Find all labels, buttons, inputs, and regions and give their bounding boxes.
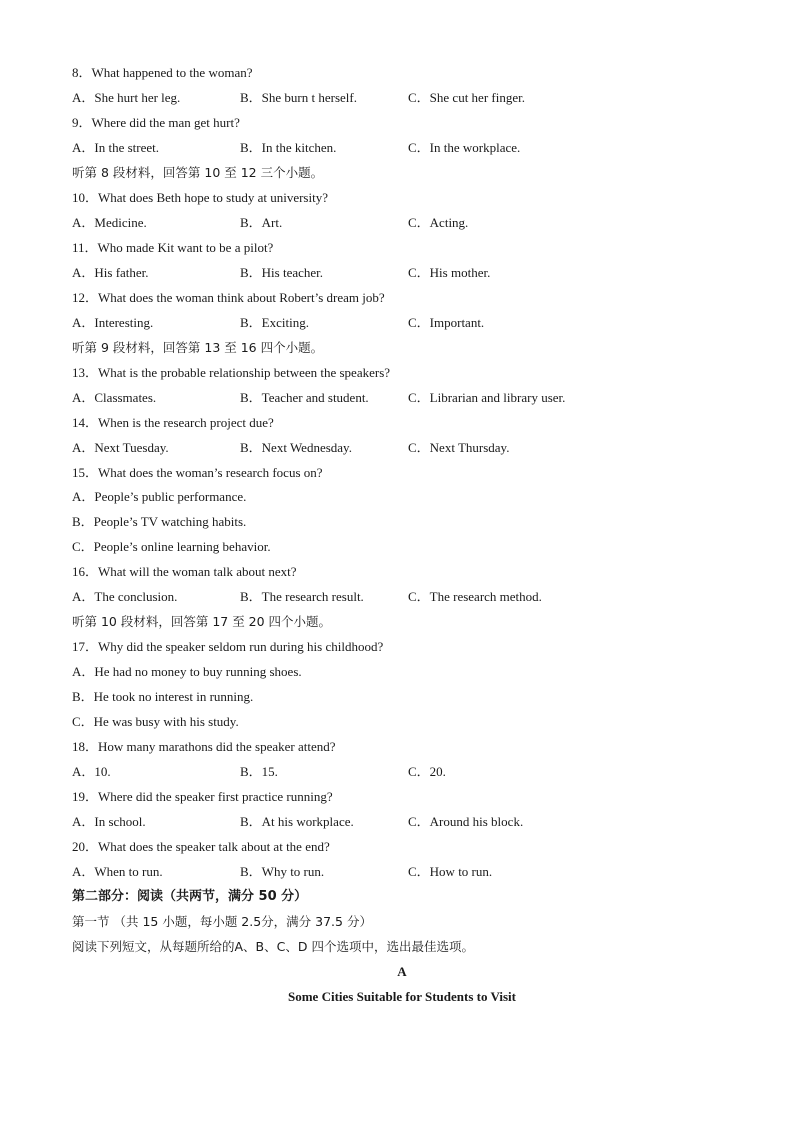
option-b: B．15. [240, 764, 278, 780]
option-a: A．Medicine. [72, 214, 147, 230]
option-b: B．The research result. [240, 589, 364, 605]
question-text: 18．How many marathons did the speaker attend? [72, 739, 336, 755]
part-heading: 第二部分：阅读（共两节，满分 50 分） [72, 888, 308, 904]
section-instruction: 听第 10 段材料，回答第 17 至 20 四个小题。 [72, 614, 332, 630]
option-b: B．Art. [240, 214, 283, 230]
question-text: A．He had no money to buy running shoes. [72, 664, 302, 680]
option-a: A．10. [72, 764, 111, 780]
option-b: B．At his workplace. [240, 814, 354, 830]
option-c: C．How to run. [408, 864, 493, 879]
question-text: 9．Where did the man get hurt? [72, 114, 240, 130]
question-text: 11．Who made Kit want to be a pilot? [72, 239, 274, 255]
option-c: C．Around his block. [408, 814, 524, 830]
answer-options [72, 436, 732, 461]
option-b: B．Teacher and student. [240, 389, 369, 405]
answer-options [72, 386, 732, 411]
option-a: A．Next Tuesday. [72, 439, 169, 455]
option-a: A．Classmates. [72, 389, 157, 405]
question-text: 16．What will the woman talk about next? [72, 564, 297, 580]
question-text: B．He took no interest in running. [72, 689, 254, 705]
question-text: 14．When is the research project due? [72, 414, 274, 430]
passage-heading: Some Cities Suitable for Students to Visit [288, 988, 516, 1004]
question-text: 19．Where did the speaker first practice running? [72, 789, 333, 805]
option-c: C．Next Thursday. [408, 439, 510, 455]
question-text: 17．Why did the speaker seldom run during his childhood? [72, 639, 384, 655]
option-c: C．20. [408, 764, 446, 780]
answer-options [72, 261, 732, 286]
option-a: A．The conclusion. [72, 589, 178, 605]
option-b: B．In the kitchen. [240, 139, 337, 155]
exam-content [72, 61, 732, 1010]
question-text: 20．What does the speaker talk about at the end? [72, 839, 330, 855]
passage-heading: A [397, 963, 407, 979]
option-b: B．Exciting. [240, 314, 309, 330]
option-c: C．Important. [408, 314, 485, 330]
section-instruction: 听第 8 段材料，回答第 10 至 12 三个小题。 [72, 164, 324, 180]
question-text: C．He was busy with his study. [72, 714, 239, 730]
question-text: 13．What is the probable relationship between the speakers? [72, 364, 391, 380]
section-instruction: 第一节 （共 15 小题，每小题 2.5分，满分 37.5 分） [72, 913, 372, 929]
option-c: C．Acting. [408, 214, 469, 230]
option-b: B．Why to run. [240, 864, 325, 879]
answer-options [72, 860, 732, 885]
answer-options [72, 760, 732, 785]
option-b: B．His teacher. [240, 264, 324, 280]
section-instruction: 阅读下列短文，从每题所给的A、B、C、D 四个选项中，选出最佳选项。 [72, 938, 474, 954]
option-c: C．Librarian and library user. [408, 389, 566, 405]
question-text: C．People’s online learning behavior. [72, 539, 271, 555]
answer-options [72, 211, 732, 236]
answer-options [72, 810, 732, 835]
option-c: C．She cut her finger. [408, 89, 525, 105]
section-instruction: 听第 9 段材料，回答第 13 至 16 四个小题。 [72, 339, 324, 355]
option-a: A．Interesting. [72, 314, 154, 330]
option-c: C．The research method. [408, 589, 542, 605]
option-a: A．She hurt her leg. [72, 89, 181, 105]
question-text: B．People’s TV watching habits. [72, 514, 247, 530]
question-text: A．People’s public performance. [72, 489, 247, 505]
question-text: 15．What does the woman’s research focus on? [72, 464, 323, 480]
question-text: 12．What does the woman think about Robert’s dream job? [72, 289, 385, 305]
option-a: A．His father. [72, 264, 149, 280]
question-text: 10．What does Beth hope to study at university? [72, 189, 328, 205]
option-a: A．In school. [72, 814, 146, 830]
option-b: B．She burn t herself. [240, 89, 357, 105]
option-a: A．In the street. [72, 139, 160, 155]
option-c: C．In the workplace. [408, 139, 521, 155]
answer-options [72, 585, 732, 610]
option-a: A．When to run. [72, 864, 163, 879]
question-text: 8．What happened to the woman? [72, 65, 253, 80]
answer-options [72, 136, 732, 161]
answer-options [72, 86, 732, 111]
option-b: B．Next Wednesday. [240, 439, 352, 455]
option-c: C．His mother. [408, 264, 491, 280]
answer-options [72, 311, 732, 336]
